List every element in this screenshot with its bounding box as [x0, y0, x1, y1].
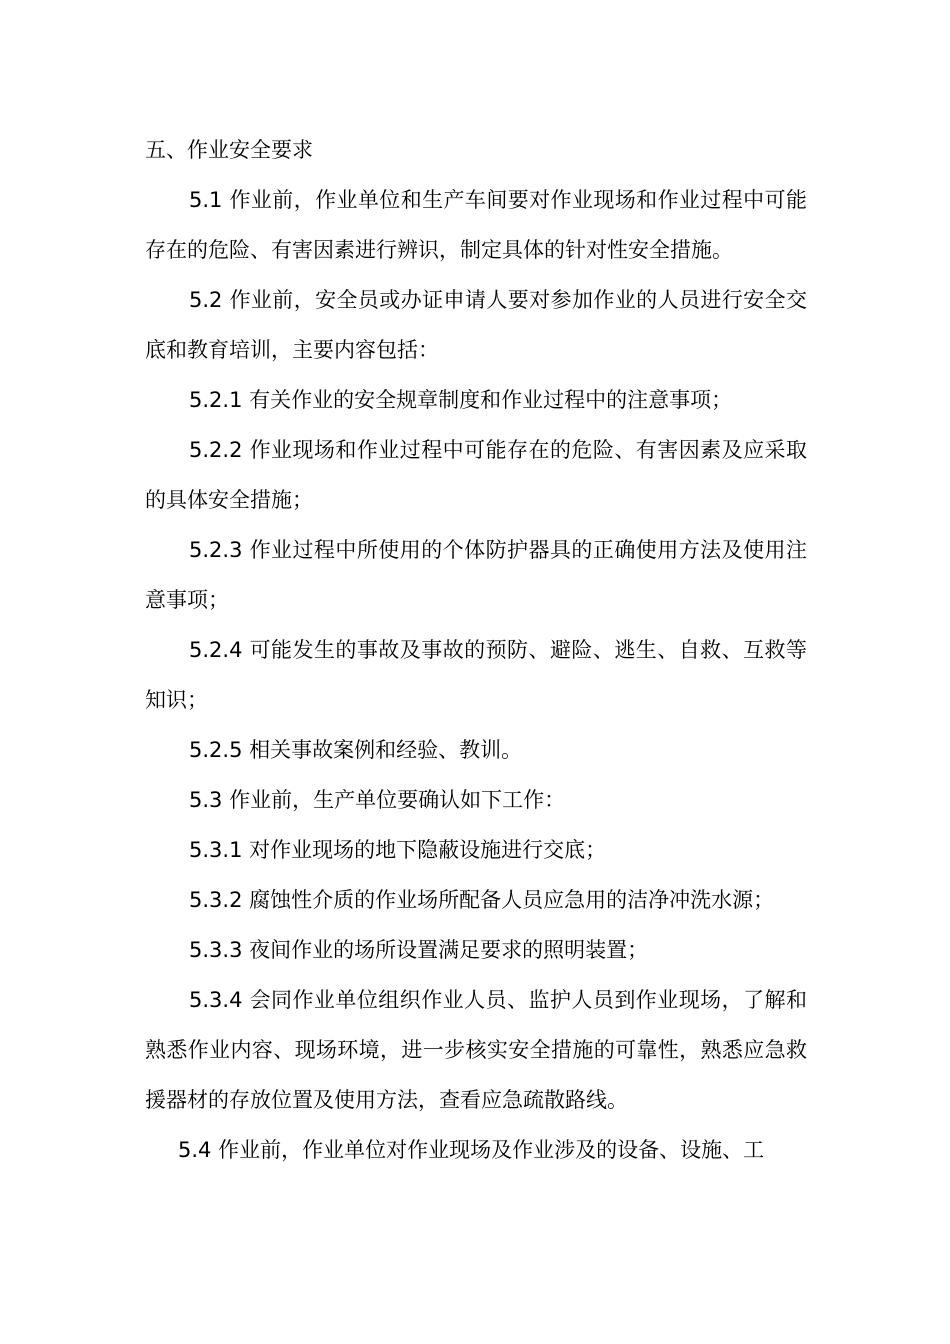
- paragraph-5-2-2: 5.2.2 作业现场和作业过程中可能存在的危险、有害因素及应采取的具体安全措施；: [145, 438, 807, 512]
- paragraph-5-3-3: 5.3.3 夜间作业的场所设置满足要求的照明装置；: [189, 938, 649, 962]
- paragraph-5-3-4: 5.3.4 会同作业单位组织作业人员、监护人员到作业现场，了解和熟悉作业内容、现场环境，进一步核实安全措施的可靠性，熟悉应急救援器材的存放位置及使用方法，查看应急疏散路线。: [145, 988, 807, 1112]
- paragraph-5-4: 5.4 作业前，作业单位对作业现场及作业涉及的设备、设施、工: [178, 1138, 765, 1162]
- paragraph-5-3-1: 5.3.1 对作业现场的地下隐蔽设施进行交底；: [189, 838, 607, 862]
- document-body: [145, 125, 807, 1175]
- paragraph-5-2-1: 5.2.1 有关作业的安全规章制度和作业过程中的注意事项；: [189, 388, 733, 412]
- paragraph-5-3: 5.3 作业前，生产单位要确认如下工作：: [189, 788, 566, 812]
- paragraph-5-2: 5.2 作业前，安全员或办证申请人要对参加作业的人员进行安全交底和教育培训，主要内容包括：: [145, 288, 807, 362]
- paragraph-5-1: 5.1 作业前，作业单位和生产车间要对作业现场和作业过程中可能存在的危险、有害因素进行辨识，制定具体的针对性安全措施。: [145, 188, 807, 262]
- paragraph-5-2-5: 5.2.5 相关事故案例和经验、教训。: [189, 738, 523, 762]
- section-heading: 五、作业安全要求: [145, 138, 313, 162]
- paragraph-5-3-2: 5.3.2 腐蚀性介质的作业场所配备人员应急用的洁净冲洗水源；: [189, 888, 775, 912]
- paragraph-5-2-3: 5.2.3 作业过程中所使用的个体防护器具的正确使用方法及使用注意事项；: [145, 538, 807, 612]
- paragraph-5-2-4: 5.2.4 可能发生的事故及事故的预防、避险、逃生、自救、互救等知识；: [145, 638, 807, 712]
